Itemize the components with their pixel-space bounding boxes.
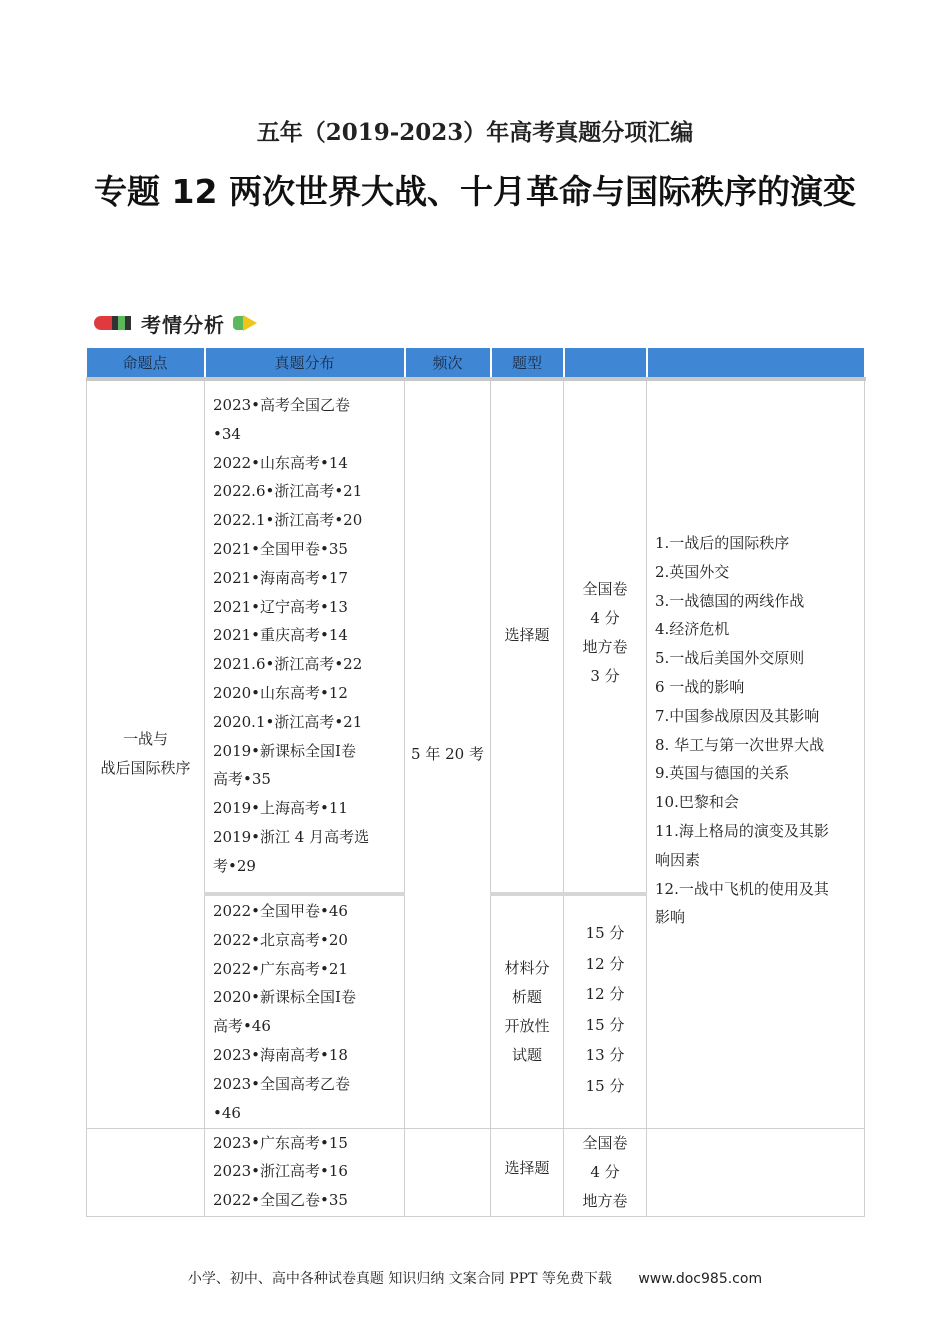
choice-sources-cell: [205, 1128, 405, 1216]
topic-cell: [87, 1128, 205, 1216]
point-line: 9.英国与德国的关系: [655, 764, 790, 783]
score-line: 15 分: [585, 1015, 625, 1034]
pencil-right-icon: [233, 315, 257, 331]
source-line: 2023•浙江高考•16: [213, 1162, 348, 1181]
frequency-cell: 5 年 20 考: [405, 379, 491, 1128]
point-line: 响因素: [655, 850, 701, 869]
score-line: 12 分: [585, 985, 625, 1004]
choice-type-cell: 选择题: [491, 1128, 564, 1216]
source-line: 2019•新课标全国Ⅰ卷: [213, 741, 356, 760]
score-line: 12 分: [585, 954, 625, 973]
source-line: 2021•海南高考•17: [213, 568, 348, 587]
score-line: 全国卷: [582, 1133, 628, 1152]
point-line: 影响: [655, 908, 686, 927]
source-line: 高考•46: [213, 1017, 271, 1036]
footer-url[interactable]: www.doc985.com: [638, 1271, 763, 1287]
choice-score-cell: [564, 1128, 647, 1216]
point-line: 3.一战德国的两线作战: [655, 591, 805, 610]
choice-type-cell: 选择题: [491, 379, 564, 894]
document-subtitle: 五年（2019-2023）年高考真题分项汇编: [256, 119, 694, 146]
col-header-sources: 真题分布: [205, 348, 405, 379]
section-header: [94, 308, 257, 338]
section-label: 考情分析: [141, 312, 225, 337]
source-line: •46: [213, 1103, 241, 1122]
point-line: 2.英国外交: [655, 562, 730, 581]
source-line: 2023•广东高考•15: [213, 1133, 348, 1152]
source-line: •34: [213, 424, 241, 443]
source-line: 2019•浙江 4 月高考选: [213, 827, 370, 846]
pencil-left-icon: [94, 316, 131, 330]
frequency-cell: [405, 1128, 491, 1216]
point-line: 5.一战后美国外交原则: [655, 649, 805, 668]
score-line: 4 分: [590, 609, 620, 627]
document-title: 专题 12 两次世界大战、十月革命与国际秩序的演变: [94, 172, 856, 211]
type-line: 析题: [511, 987, 542, 1006]
source-line: 2021.6•浙江高考•22: [213, 655, 363, 674]
source-line: 考•29: [213, 856, 256, 875]
type-line: 试题: [511, 1045, 542, 1064]
col-header-frequency: 频次: [405, 348, 491, 379]
type-line: 材料分: [504, 958, 550, 977]
source-line: 2019•上海高考•11: [213, 799, 348, 818]
source-line: 2022•广东高考•21: [213, 959, 348, 978]
source-line: 2020.1•浙江高考•21: [213, 712, 363, 731]
source-line: 2023•海南高考•18: [213, 1045, 348, 1064]
table-row: [87, 1128, 865, 1216]
source-line: 2021•全国甲卷•35: [213, 539, 348, 558]
source-line: 2021•重庆高考•14: [213, 626, 348, 645]
score-line: 3 分: [590, 667, 620, 685]
material-score-cell: [564, 894, 647, 1128]
topic-name-line: 一战与: [122, 730, 168, 749]
point-line: 7.中国参战原因及其影响: [655, 706, 820, 725]
source-line: 2023•全国高考乙卷: [213, 1074, 351, 1093]
topic-name-line: 战后国际秩序: [100, 759, 191, 778]
source-line: 2022•北京高考•20: [213, 930, 348, 949]
point-line: 6 一战的影响: [655, 677, 745, 696]
col-header-score: [564, 348, 647, 379]
table-header-row: [87, 348, 865, 379]
col-header-type: 题型: [491, 348, 564, 379]
material-sources-cell: [205, 894, 405, 1128]
source-line: 2020•新课标全国Ⅰ卷: [213, 988, 356, 1007]
source-line: 2022•山东高考•14: [213, 453, 348, 472]
choice-score-cell: [564, 379, 647, 894]
choice-sources-cell: [205, 379, 405, 894]
score-line: 地方卷: [582, 1191, 628, 1210]
source-line: 2023•高考全国乙卷: [213, 396, 351, 414]
type-line: 开放性: [504, 1016, 550, 1035]
score-line: 全国卷: [582, 580, 628, 598]
source-line: 2022.1•浙江高考•20: [213, 511, 363, 530]
table-row: [87, 379, 865, 894]
source-line: 2020•山东高考•12: [213, 683, 348, 702]
point-line: 10.巴黎和会: [655, 793, 739, 812]
col-header-topic: 命题点: [87, 348, 205, 379]
key-points-cell: [647, 1128, 865, 1216]
source-line: 高考•35: [213, 770, 271, 789]
footer-text: 小学、初中、高中各种试卷真题 知识归纳 文案合同 PPT 等免费下载: [187, 1271, 612, 1287]
source-line: 2022•全国甲卷•46: [213, 902, 348, 920]
source-line: 2022•全国乙卷•35: [213, 1191, 348, 1210]
score-line: 15 分: [585, 1076, 625, 1095]
page-footer: [0, 1268, 950, 1288]
point-line: 8. 华工与第一次世界大战: [655, 735, 825, 754]
point-line: 1.一战后的国际秩序: [655, 534, 790, 552]
source-line: 2022.6•浙江高考•21: [213, 482, 363, 501]
score-line: 13 分: [585, 1046, 625, 1065]
source-line: 2021•辽宁高考•13: [213, 597, 348, 616]
topic-cell: [87, 379, 205, 1128]
exam-analysis-table: [86, 348, 866, 1217]
key-points-cell: [647, 379, 865, 1128]
col-header-points: [647, 348, 865, 379]
point-line: 11.海上格局的演变及其影: [655, 821, 829, 840]
score-line: 4 分: [590, 1162, 620, 1181]
point-line: 12.一战中飞机的使用及其: [655, 879, 829, 898]
score-line: 15 分: [585, 924, 625, 942]
score-line: 地方卷: [582, 638, 628, 656]
material-type-cell: [491, 894, 564, 1128]
point-line: 4.经济危机: [655, 620, 730, 639]
